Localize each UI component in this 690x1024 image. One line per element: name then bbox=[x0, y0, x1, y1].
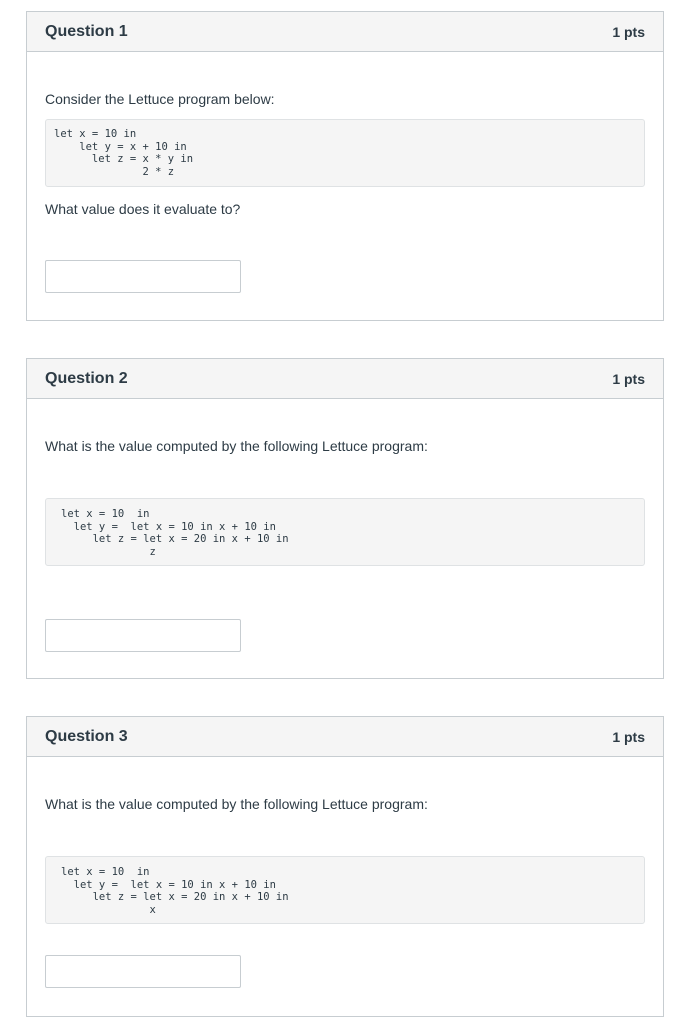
code-text: let x = 10 in let y = let x = 10 in x + 10 in let z = let x = 20 in x + 10 in z bbox=[61, 508, 289, 559]
question-title: Question 1 bbox=[45, 22, 128, 40]
question-header bbox=[27, 359, 663, 399]
answer-input[interactable] bbox=[45, 260, 241, 293]
question-1 bbox=[26, 11, 664, 321]
question-header bbox=[27, 12, 663, 52]
answer-input[interactable] bbox=[45, 619, 241, 652]
code-text: let x = 10 in let y = x + 10 in let z = x * y in 2 * z bbox=[54, 128, 194, 179]
question-points: 1 pts bbox=[612, 23, 645, 40]
question-title: Question 2 bbox=[45, 369, 128, 387]
code-block bbox=[45, 119, 645, 187]
question-title: Question 3 bbox=[45, 727, 128, 745]
question-prompt: What is the value computed by the following Lettuce program: bbox=[45, 796, 428, 812]
code-block bbox=[45, 856, 645, 924]
answer-input[interactable] bbox=[45, 955, 241, 988]
question-2 bbox=[26, 358, 664, 679]
question-points: 1 pts bbox=[612, 370, 645, 387]
question-prompt: What is the value computed by the following Lettuce program: bbox=[45, 438, 428, 454]
code-text: let x = 10 in let y = let x = 10 in x + 10 in let z = let x = 20 in x + 10 in x bbox=[61, 866, 289, 917]
question-points: 1 pts bbox=[612, 728, 645, 745]
question-header bbox=[27, 717, 663, 757]
question-prompt: Consider the Lettuce program below: bbox=[45, 91, 275, 107]
code-block bbox=[45, 498, 645, 566]
question-3 bbox=[26, 716, 664, 1017]
question-followup: What value does it evaluate to? bbox=[45, 201, 241, 217]
